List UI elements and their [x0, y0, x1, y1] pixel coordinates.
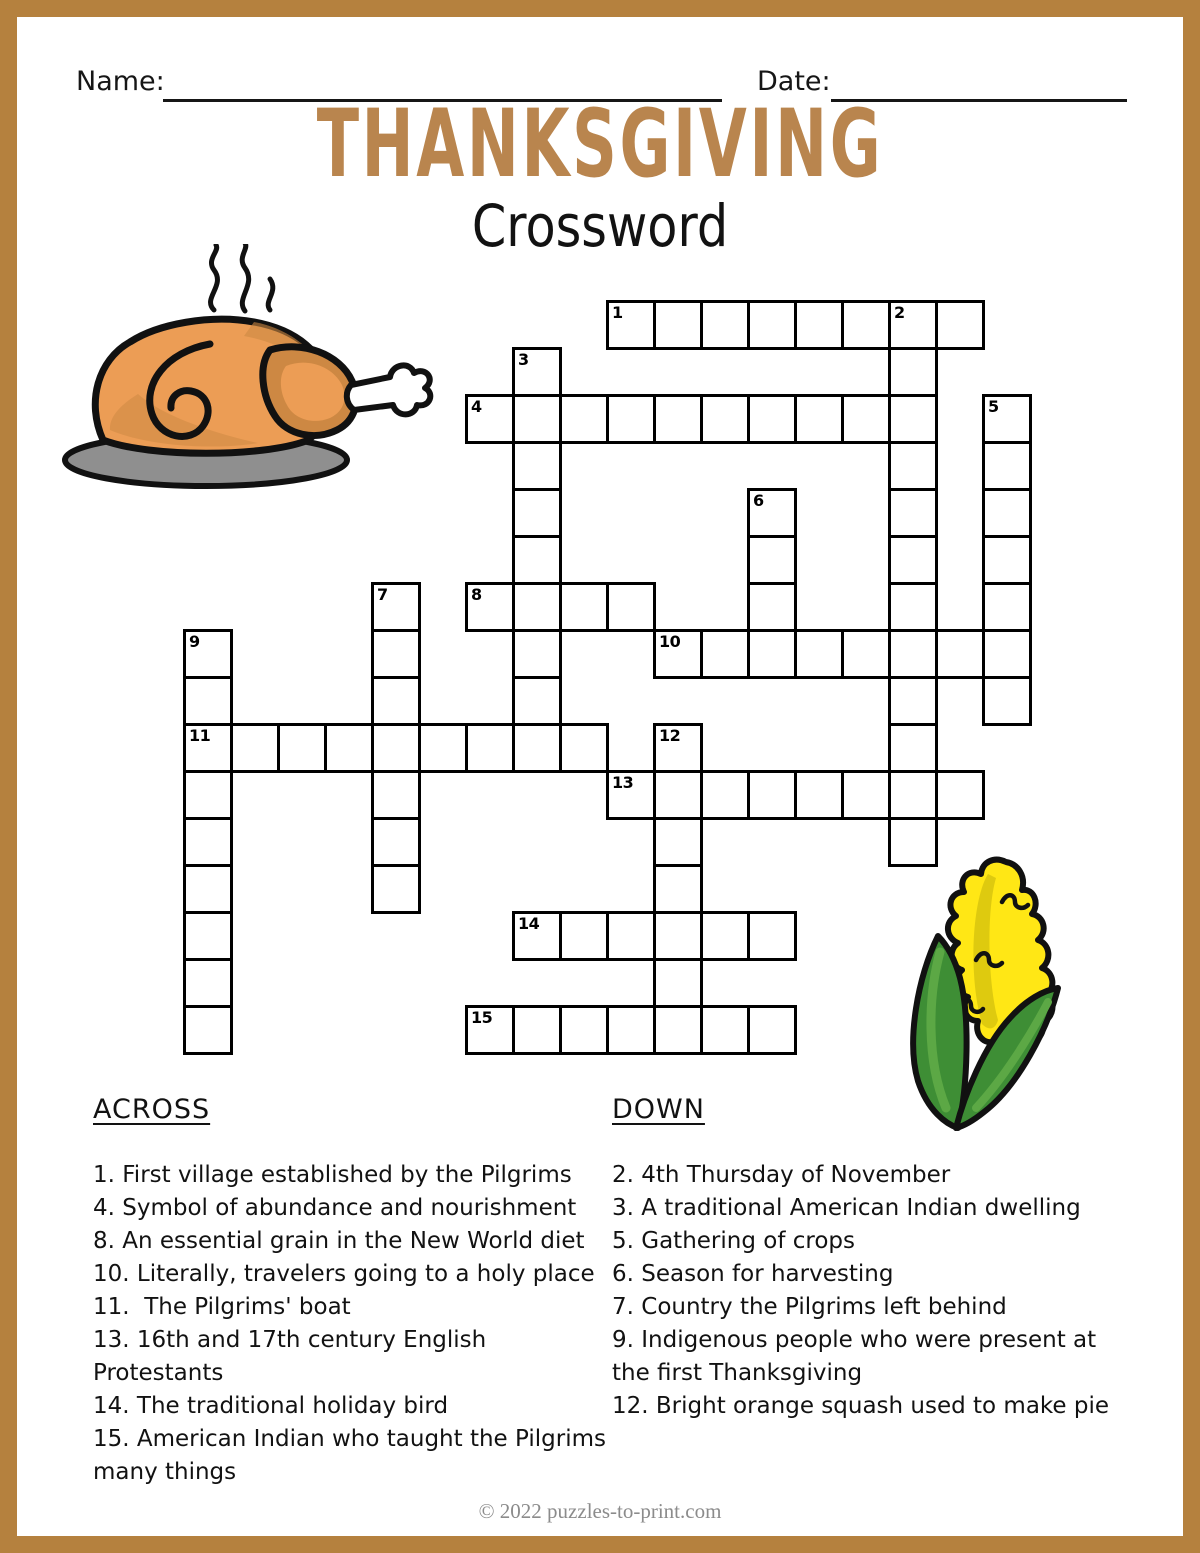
grid-cell[interactable] — [512, 488, 562, 538]
grid-cell[interactable] — [465, 1005, 515, 1055]
grid-cell[interactable] — [512, 394, 562, 444]
grid-cell[interactable] — [794, 629, 844, 679]
grid-cell[interactable] — [888, 394, 938, 444]
grid-cell[interactable] — [841, 629, 891, 679]
clue-item: 5. Gathering of crops — [612, 1228, 855, 1254]
cell-number: 9 — [189, 632, 200, 651]
copyright-text: © 2022 puzzles-to-print.com — [478, 1499, 722, 1523]
grid-cell[interactable] — [512, 1005, 562, 1055]
grid-cell[interactable] — [512, 535, 562, 585]
grid-cell[interactable] — [183, 864, 233, 914]
cell-number: 4 — [471, 397, 482, 416]
clue-item: 7. Country the Pilgrims left behind — [612, 1294, 1007, 1320]
grid-cell[interactable] — [183, 958, 233, 1008]
clue-item: 15. American Indian who taught the Pilgrims many things — [93, 1426, 614, 1485]
grid-cell[interactable] — [324, 723, 374, 773]
cell-number: 2 — [894, 303, 905, 322]
cell-number: 3 — [518, 350, 529, 369]
grid-cell[interactable] — [982, 394, 1032, 444]
clue-item: 8. An essential grain in the New World diet — [93, 1228, 585, 1254]
grid-cell[interactable] — [982, 676, 1032, 726]
grid-cell[interactable] — [371, 629, 421, 679]
grid-cell[interactable] — [465, 582, 515, 632]
grid-cell[interactable] — [888, 629, 938, 679]
date-label: Date: — [757, 66, 831, 97]
grid-cell[interactable] — [747, 1005, 797, 1055]
grid-cell[interactable] — [653, 958, 703, 1008]
grid-cell[interactable] — [465, 723, 515, 773]
grid-cell[interactable] — [747, 300, 797, 350]
grid-cell[interactable] — [371, 582, 421, 632]
clue-item: 10. Literally, travelers going to a holy place — [93, 1261, 595, 1287]
grid-cell[interactable] — [700, 770, 750, 820]
grid-cell[interactable] — [512, 676, 562, 726]
grid-cell[interactable] — [653, 911, 703, 961]
grid-cell[interactable] — [512, 582, 562, 632]
down-clue-list — [612, 1159, 1124, 1423]
cell-number: 11 — [189, 726, 211, 745]
across-section — [93, 1094, 614, 1489]
grid-cell[interactable] — [512, 441, 562, 491]
grid-cell[interactable] — [418, 723, 468, 773]
grid-cell[interactable] — [653, 629, 703, 679]
grid-cell[interactable] — [559, 723, 609, 773]
grid-cell[interactable] — [700, 629, 750, 679]
grid-cell[interactable] — [183, 676, 233, 726]
grid-cell[interactable] — [794, 300, 844, 350]
grid-cell[interactable] — [559, 582, 609, 632]
grid-cell[interactable] — [700, 1005, 750, 1055]
grid-cell[interactable] — [371, 676, 421, 726]
grid-cell[interactable] — [606, 1005, 656, 1055]
name-label: Name: — [76, 66, 165, 97]
corn-illustration — [898, 856, 1083, 1146]
grid-cell[interactable] — [794, 770, 844, 820]
grid-cell[interactable] — [277, 723, 327, 773]
grid-cell[interactable] — [888, 582, 938, 632]
grid-cell[interactable] — [935, 629, 985, 679]
grid-cell[interactable] — [371, 817, 421, 867]
grid-cell[interactable] — [700, 911, 750, 961]
grid-cell[interactable] — [183, 629, 233, 679]
clue-item: 13. 16th and 17th century English Protestants — [93, 1327, 494, 1386]
grid-cell[interactable] — [747, 394, 797, 444]
clue-item: 11. The Pilgrims' boat — [93, 1294, 351, 1320]
grid-cell[interactable] — [371, 864, 421, 914]
cell-number: 15 — [471, 1008, 493, 1027]
grid-cell[interactable] — [183, 817, 233, 867]
grid-cell[interactable] — [888, 676, 938, 726]
across-heading: ACROSS — [93, 1094, 211, 1125]
grid-cell[interactable] — [512, 911, 562, 961]
grid-cell[interactable] — [888, 300, 938, 350]
grid-cell[interactable] — [747, 535, 797, 585]
grid-cell[interactable] — [512, 347, 562, 397]
grid-cell[interactable] — [982, 629, 1032, 679]
page-title: THANKSGIVING — [316, 90, 884, 199]
grid-cell[interactable] — [747, 582, 797, 632]
grid-cell[interactable] — [559, 911, 609, 961]
grid-cell[interactable] — [183, 723, 233, 773]
cell-number: 8 — [471, 585, 482, 604]
grid-cell[interactable] — [935, 770, 985, 820]
grid-cell[interactable] — [653, 1005, 703, 1055]
grid-cell[interactable] — [183, 1005, 233, 1055]
grid-cell[interactable] — [982, 488, 1032, 538]
cell-number: 14 — [518, 914, 540, 933]
grid-cell[interactable] — [747, 911, 797, 961]
grid-cell[interactable] — [559, 394, 609, 444]
grid-cell[interactable] — [888, 488, 938, 538]
grid-cell[interactable] — [465, 394, 515, 444]
grid-cell[interactable] — [747, 770, 797, 820]
grid-cell[interactable] — [982, 441, 1032, 491]
cell-number: 7 — [377, 585, 388, 604]
grid-cell[interactable] — [230, 723, 280, 773]
grid-cell[interactable] — [888, 535, 938, 585]
grid-cell[interactable] — [606, 300, 656, 350]
clue-item: 6. Season for harvesting — [612, 1261, 894, 1287]
grid-cell[interactable] — [606, 911, 656, 961]
clue-item: 12. Bright orange squash used to make pie — [612, 1393, 1110, 1419]
clue-item: 4. Symbol of abundance and nourishment — [93, 1195, 577, 1221]
clue-item: 2. 4th Thursday of November — [612, 1162, 951, 1188]
grid-cell[interactable] — [183, 770, 233, 820]
grid-cell[interactable] — [183, 911, 233, 961]
cell-number: 6 — [753, 491, 764, 510]
grid-cell[interactable] — [700, 394, 750, 444]
grid-cell[interactable] — [606, 394, 656, 444]
grid-cell[interactable] — [653, 864, 703, 914]
grid-cell[interactable] — [653, 394, 703, 444]
grid-cell[interactable] — [606, 770, 656, 820]
cell-number: 10 — [659, 632, 681, 651]
grid-cell[interactable] — [653, 723, 703, 773]
grid-cell[interactable] — [747, 488, 797, 538]
clue-item: 9. Indigenous people who were present at the first Thanksgiving — [612, 1327, 1104, 1386]
grid-cell[interactable] — [982, 582, 1032, 632]
grid-cell[interactable] — [653, 770, 703, 820]
page-subtitle: Crossword — [471, 192, 729, 260]
cell-number: 12 — [659, 726, 681, 745]
grid-cell[interactable] — [512, 629, 562, 679]
clue-item: 1. First village established by the Pilgrims — [93, 1162, 572, 1188]
down-heading: DOWN — [612, 1094, 705, 1125]
cell-number: 1 — [612, 303, 623, 322]
clue-item: 14. The traditional holiday bird — [93, 1393, 449, 1419]
grid-cell[interactable] — [935, 300, 985, 350]
grid-cell[interactable] — [982, 535, 1032, 585]
grid-cell[interactable] — [888, 441, 938, 491]
grid-cell[interactable] — [794, 394, 844, 444]
cell-number: 5 — [988, 397, 999, 416]
grid-cell[interactable] — [653, 300, 703, 350]
grid-cell[interactable] — [371, 770, 421, 820]
across-clue-list — [93, 1159, 614, 1489]
grid-cell[interactable] — [888, 723, 938, 773]
grid-cell[interactable] — [888, 347, 938, 397]
grid-cell[interactable] — [512, 723, 562, 773]
grid-cell[interactable] — [606, 582, 656, 632]
grid-cell[interactable] — [700, 300, 750, 350]
grid-cell[interactable] — [559, 1005, 609, 1055]
grid-cell[interactable] — [888, 770, 938, 820]
clue-item: 3. A traditional American Indian dwelling — [612, 1195, 1081, 1221]
grid-cell[interactable] — [841, 394, 891, 444]
grid-cell[interactable] — [371, 723, 421, 773]
grid-cell[interactable] — [747, 629, 797, 679]
cell-number: 13 — [612, 773, 634, 792]
grid-cell[interactable] — [653, 817, 703, 867]
grid-cell[interactable] — [841, 300, 891, 350]
grid-cell[interactable] — [841, 770, 891, 820]
